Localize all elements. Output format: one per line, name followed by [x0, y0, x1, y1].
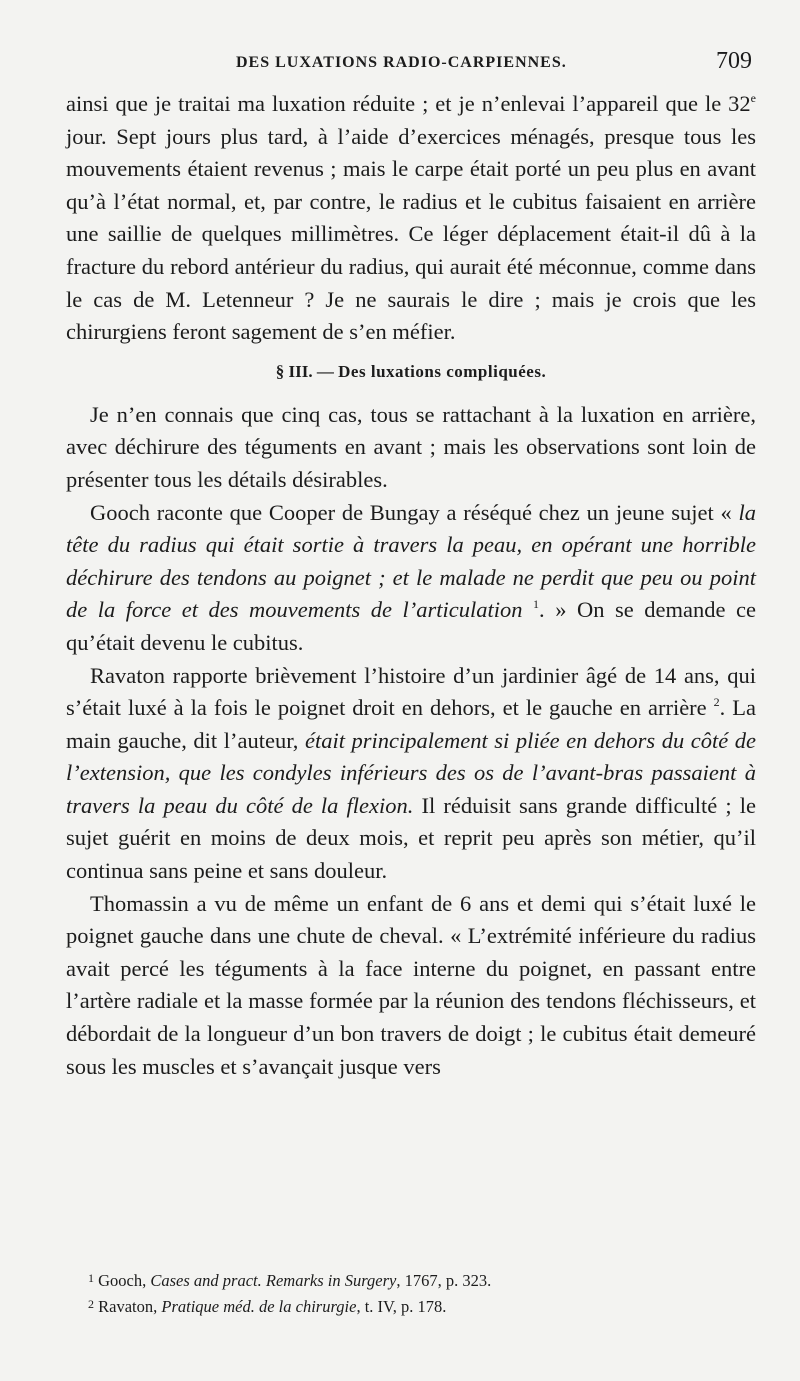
footnote-mark: 1	[88, 1271, 94, 1285]
footnote-2	[88, 1294, 748, 1320]
section-title: Des luxations compliquées.	[338, 361, 547, 381]
footnote-text: Gooch,	[94, 1271, 151, 1290]
paragraph-1-text-a: ainsi que je traitai ma luxation réduite ; et je n’enlevai l’appareil que le 32	[66, 91, 751, 116]
footnote-ref-2: 2	[713, 695, 720, 710]
paragraph-4-text-a: Ravaton rapporte brièvement l’histoire d’un jardinier âgé de 14 ans, qui s’était luxé à la fois le poignet droit en dehors, et le gauche en arrière	[66, 662, 756, 721]
running-title: DES LUXATIONS RADIO-CARPIENNES.	[236, 54, 567, 71]
paragraph-3-quote: la tête du radius qui était sortie à travers la peau, en opérant une horrible déchirure des tendons au poignet ; et le malade ne perdit que peu ou point de la force et des mouvements de l’articulation	[66, 499, 756, 623]
paragraph-3-text-b: . » On se demande ce qu’était devenu le cubitus.	[66, 597, 756, 655]
footnote-title: Pratique méd. de la chirurgie	[161, 1297, 357, 1316]
paragraph-1	[66, 88, 756, 349]
paragraph-3-text-a: Gooch raconte que Cooper de Bungay a réséqué chez un jeune sujet «	[90, 499, 739, 525]
paragraph-2: Je n’en connais que cinq cas, tous se rattachant à la luxation en arrière, avec déchirure des téguments en avant ; mais les observations sont loin de présenter tous les détails désirables.	[66, 401, 756, 492]
footnote-text: Ravaton,	[94, 1297, 162, 1316]
footnote-mark: 2	[88, 1297, 94, 1311]
section-number: § III. —	[275, 361, 334, 381]
page-header	[66, 48, 754, 82]
paragraph-4	[66, 660, 756, 888]
body-text	[66, 88, 756, 1083]
footnote-text: , 1767, p. 323.	[396, 1271, 492, 1290]
footnote-text: , t. IV, p. 178.	[356, 1297, 447, 1316]
paragraph-4-text-b: . La main gauche, dit l’auteur,	[66, 695, 756, 753]
footnote-ref-1: 1	[533, 597, 540, 612]
footnote-title: Cases and pract. Remarks in Surgery	[150, 1271, 397, 1290]
footnotes	[88, 1268, 748, 1320]
paragraph-5: Thomassin a vu de même un enfant de 6 ans et demi qui s’était luxé le poignet gauche dans une chute de cheval. « L’extrémité inférieure du radius avait percé les téguments à la face interne du poignet, en passant entre l’artère radiale et la masse formée par la réunion des tendons fléchisseurs, et débordait de la longueur d’un bon travers de doigt ; le cubitus était demeuré sous les muscles et s’avançait jusque vers	[66, 890, 756, 1079]
paragraph-4-text-c: Il réduisit sans grande difficulté ; le sujet guérit en moins de deux mois, et reprit peu après son métier, qu’il continua sans peine et sans douleur.	[66, 792, 757, 884]
paragraph-1-text-b: jour. Sept jours plus tard, à l’aide d’exercices ménagés, presque tous les mouvements étaient revenus ; mais le carpe était porté un peu plus en avant qu’à l’état normal, et, par contre, le radius et le cubitus faisaient en arrière une saillie de quelques millimètres. Ce léger déplacement était-il dû à la fracture du rebord antérieur du radius, qui aurait été méconnue, comme dans le cas de M. Letenneur ? Je ne saurais le dire ; mais je crois que les chirurgiens feront sagement de s’en méfier.	[66, 123, 756, 345]
page-number: 709	[716, 48, 752, 74]
section-heading	[66, 359, 756, 385]
footnote-1	[88, 1268, 748, 1294]
paragraph-3	[66, 497, 756, 660]
paragraph-4-quote: était principalement si pliée en dehors du côté de l’extension, que les condyles inférieurs des os de l’avant-bras passaient à travers la peau du côté de la flexion.	[66, 727, 757, 818]
superscript: e	[750, 91, 756, 105]
